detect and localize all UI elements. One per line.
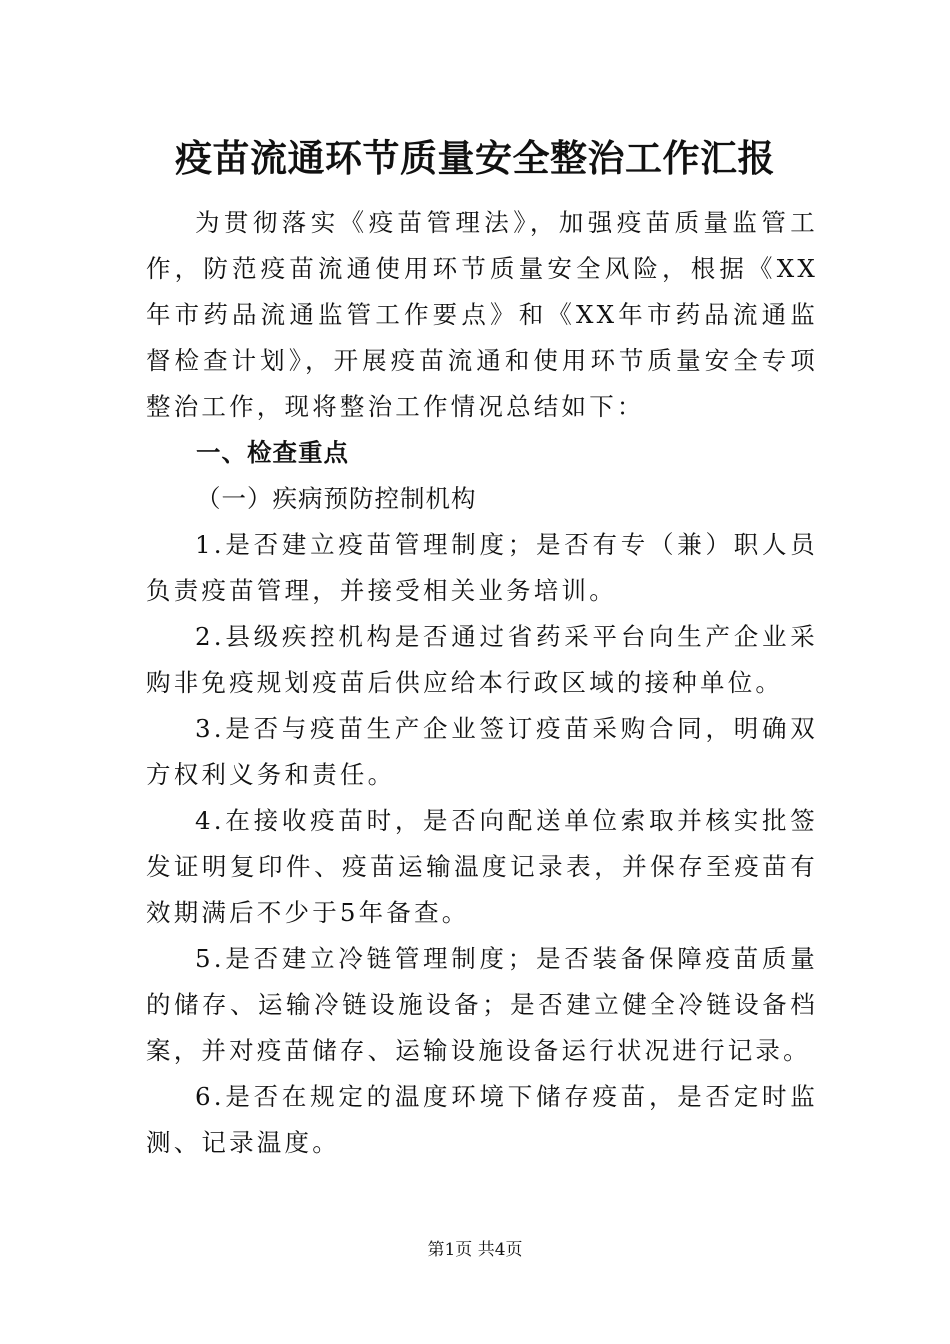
list-item: 1.是否建立疫苗管理制度；是否有专（兼）职人员负责疫苗管理，并接受相关业务培训。	[146, 530, 818, 605]
page-footer: 第1页 共4页	[427, 1240, 523, 1260]
document-title: 疫苗流通环节质量安全整治工作汇报	[175, 136, 775, 180]
list-item: 4.在接收疫苗时，是否向配送单位索取并核实批签发证明复印件、疫苗运输温度记录表，并保存至疫苗有效期满后不少于5年备查。	[146, 806, 818, 927]
list-item: 6.是否在规定的温度环境下储存疫苗，是否定时监测、记录温度。	[146, 1082, 818, 1157]
subsection-heading: （一）疾病预防控制机构	[196, 484, 477, 513]
list-item: 2.县级疾控机构是否通过省药采平台向生产企业采购非免疫规划疫苗后供应给本行政区域的接种单位。	[146, 622, 818, 697]
list-item: 3.是否与疫苗生产企业签订疫苗采购合同，明确双方权利义务和责任。	[146, 714, 818, 789]
intro-paragraph: 为贯彻落实《疫苗管理法》，加强疫苗质量监管工作，防范疫苗流通使用环节质量安全风险，根据《XX年市药品流通监管工作要点》和《XX年市药品流通监督检查计划》，开展疫苗流通和使用环节质量安全专项整治工作，现将整治工作情况总结如下：	[146, 208, 818, 421]
intro-block	[146, 200, 818, 430]
section-heading: 一、检查重点	[196, 438, 349, 467]
items-list	[146, 522, 818, 1166]
list-item: 5.是否建立冷链管理制度；是否装备保障疫苗质量的储存、运输冷链设施设备；是否建立健全冷链设备档案，并对疫苗储存、运输设施设备运行状况进行记录。	[146, 944, 818, 1065]
